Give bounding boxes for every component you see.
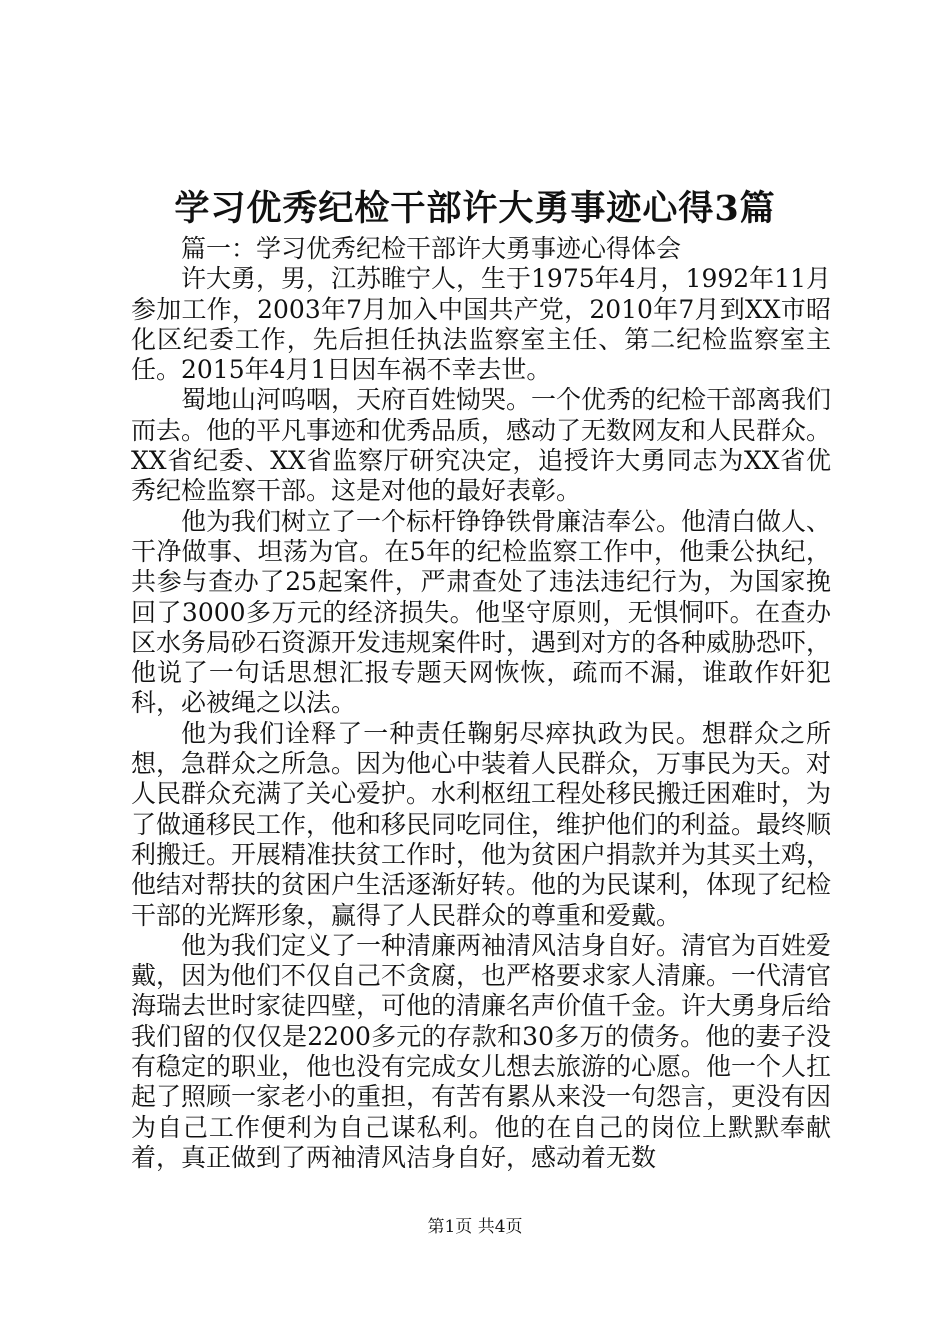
- paragraph-responsibility: 他为我们诠释了一种责任鞠躬尽瘁执政为民。想群众之所想，急群众之所急。因为他心中装着人民群众，万事民为天。对人民群众充满了关心爱护。水利枢纽工程处移民搬迁困难时，为了做通移民工作，他和移民同吃同住，维护他们的利益。最终顺利搬迁。开展精准扶贫工作时，他为贫困户捐款并为其买土鸡，他结对帮扶的贫困户生活逐渐好转。他的为民谋利，体现了纪检干部的光辉形象，赢得了人民群众的尊重和爱戴。: [131, 718, 832, 930]
- document-title: 学习优秀纪检干部许大勇事迹心得3篇: [174, 188, 776, 229]
- document-body: [131, 234, 831, 1173]
- paragraph-integrity: 他为我们树立了一个标杆铮铮铁骨廉洁奉公。他清白做人、干净做事、坦荡为官。在5年的纪检监察工作中，他秉公执纪，共参与查办了25起案件，严肃查处了违法违纪行为，为国家挽回了3000多万元的经济损失。他坚守原则，无惧恫吓。在查办区水务局砂石资源开发违规案件时，遇到对方的各种威胁恐吓，他说了一句话思想汇报专题天网恢恢，疏而不漏，谁敢作奸犯科，必被绳之以法。: [131, 506, 832, 718]
- paragraph-mourning: 蜀地山河呜咽，天府百姓恸哭。一个优秀的纪检干部离我们而去。他的平凡事迹和优秀品质，感动了无数网友和人民群众。XX省纪委、XX省监察厅研究决定，追授许大勇同志为XX省优秀纪检监察干部。这是对他的最好表彰。: [131, 385, 832, 506]
- section-heading: 篇一：学习优秀纪检干部许大勇事迹心得体会: [181, 234, 682, 263]
- paragraph-bio: 许大勇，男，江苏睢宁人，生于1975年4月，1992年11月参加工作，2003年7月加入中国共产党，2010年7月到XX市昭化区纪委工作，先后担任执法监察室主任、第二纪检监察室主任。2015年4月1日因车祸不幸去世。: [131, 264, 831, 385]
- paragraph-honesty: 他为我们定义了一种清廉两袖清风洁身自好。清官为百姓爱戴，因为他们不仅自己不贪腐，也严格要求家人清廉。一代清官海瑞去世时家徒四壁，可他的清廉名声价值千金。许大勇身后给我们留的仅仅是2200多元的存款和30多万的债务。他的妻子没有稳定的职业，他也没有完成女儿想去旅游的心愿。他一个人扛起了照顾一家老小的重担，有苦有累从来没一句怨言，更没有因为自己工作便利为自己谋私利。他的在自己的岗位上默默奉献着，真正做到了两袖清风洁身自好，感动着无数: [131, 930, 832, 1172]
- page-footer: 第1页 共4页: [427, 1217, 523, 1237]
